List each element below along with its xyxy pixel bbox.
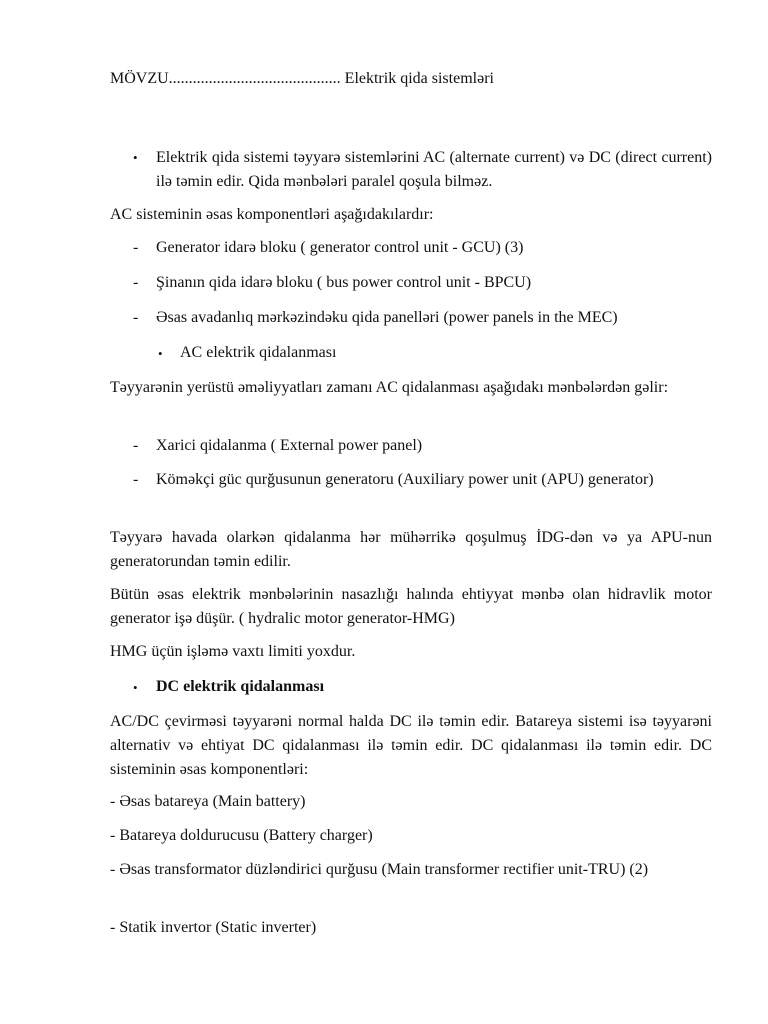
- dc-component-item: - Batareya doldurucusu (Battery charger): [110, 827, 373, 844]
- dash-icon: -: [133, 274, 139, 291]
- bullet-icon: •: [158, 346, 163, 361]
- dc-component-item: - Əsas transformator düzləndirici qurğusu (Main transformer rectifier unit-TRU) (2): [110, 861, 649, 878]
- ac-power-heading: AC elektrik qidalanması: [180, 344, 337, 361]
- dc-component-item: - Statik invertor (Static inverter): [110, 919, 317, 936]
- bullet-icon: •: [133, 150, 138, 165]
- dash-icon: -: [133, 309, 139, 326]
- dash-icon: -: [133, 239, 139, 256]
- failure-paragraph: Bütün əsas elektrik mənbələrinin nasazlığı halında ehtiyyat mənbə olan hidravlik motor generator işə düşür. ( hydralic motor generator-HMG): [110, 586, 712, 627]
- ground-ops-paragraph: Təyyarənin yerüstü əməliyyatları zamanı AC qidalanması aşağıdakı mənbələrdən gəlir:: [110, 379, 669, 396]
- bullet-icon: •: [133, 680, 138, 695]
- dc-component-item: - Əsas batareya (Main battery): [110, 793, 306, 810]
- ac-component-item: Şinanın qida idarə bloku ( bus power control unit - BPCU): [156, 274, 532, 291]
- dash-icon: -: [133, 437, 139, 454]
- ground-source-item: Xarici qidalanma ( External power panel): [156, 437, 423, 454]
- ground-source-item: Köməkçi güc qurğusunun generatoru (Auxiliary power unit (APU) generator): [156, 471, 654, 488]
- flight-paragraph: Təyyarə havada olarkən qidalanma hər mühərrikə qoşulmuş İDG-dən və ya APU-nun generatorundan təmin edilir.: [110, 529, 712, 570]
- hmg-paragraph: HMG üçün işləmə vaxtı limiti yoxdur.: [110, 643, 356, 660]
- ac-component-item: Əsas avadanlıq mərkəzindəku qida panelləri (power panels in the MEC): [156, 309, 618, 326]
- ac-components-heading: AC sisteminin əsas komponentləri aşağıdakılardır:: [110, 206, 434, 223]
- dash-icon: -: [133, 471, 139, 488]
- ac-component-item: Generator idarə bloku ( generator control unit - GCU) (3): [156, 239, 524, 256]
- intro-bullet-text: Elektrik qida sistemi təyyarə sistemlərini AC (alternate current) və DC (direct current) ilə təmin edir. Qida mənbələri paralel qoşula bilməz.: [156, 149, 712, 190]
- dc-paragraph: AC/DC çevirməsi təyyarəni normal halda DC ilə təmin edir. Batareya sistemi isə təyyarəni alternativ və ehtiyat DC qidalanması ilə təmin edir. DC qidalanması ilə təmin edir. DC sisteminin əsas komponentləri:: [110, 713, 712, 778]
- topic-title: MÖVZU........................................... Elektrik qida sistemləri: [110, 70, 494, 87]
- dc-power-heading: DC elektrik qidalanması: [156, 678, 325, 695]
